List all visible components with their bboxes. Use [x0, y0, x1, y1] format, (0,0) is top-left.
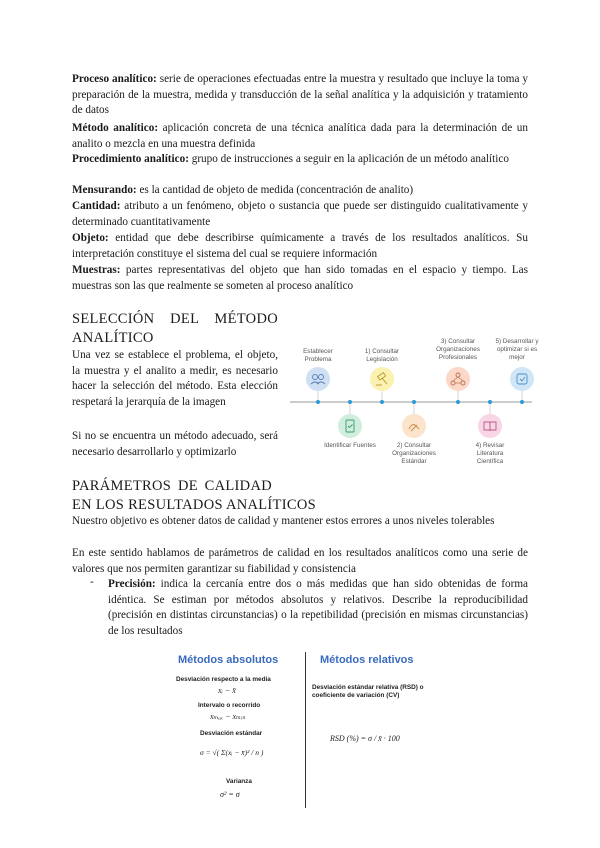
def-text: partes representativas del objeto que han sido tomadas en el espacio y tiempo. Las muestras son las que realmente se someten al proceso analítico	[72, 264, 528, 292]
abs-label-intervalo: Intervalo o recorrido	[198, 702, 261, 709]
parametros-para1: Nuestro objetivo es obtener datos de calidad y mantener estos errores a unos niveles tolerables	[72, 515, 495, 527]
abs-formula-desviacion-estandar: σ = √( Σ(xᵢ − x̄)² / n )	[200, 748, 264, 757]
precision-paragraph	[108, 577, 528, 639]
timeline-label-org-estandar: 2) Consultar Organizaciones Estándar	[392, 442, 436, 465]
def-text: es la cantidad de objeto de medida (concentración de analito)	[136, 184, 414, 196]
parametros-heading-line2: EN LOS RESULTADOS ANALÍTICOS	[72, 497, 316, 513]
timeline-dot	[488, 400, 492, 404]
rel-formula-rsd: RSD (%) = σ / x̄ · 100	[330, 734, 400, 743]
timeline-label-legislacion: 1) Consultar Legislación	[364, 348, 400, 363]
timeline-label-establecer: Establecer Problema	[303, 348, 333, 363]
def-procedimiento	[72, 152, 528, 168]
timeline-dot	[380, 400, 384, 404]
def-objeto	[72, 231, 528, 262]
gavel-icon	[370, 367, 394, 391]
timeline-label-literatura: 4) Revisar Literatura Científica	[475, 442, 505, 465]
parametros-para2: En este sentido hablamos de parámetros de calidad en los resultados analíticos como una serie de valores que nos permiten garantizar su fiabilidad y consistencia	[72, 547, 528, 575]
def-proceso	[72, 72, 528, 119]
checklist-icon	[338, 414, 362, 438]
abs-label-desviacion-media: Desviación respecto a la media	[176, 676, 271, 683]
seleccion-para1: Una vez se establece el problema, el objeto, la muestra y el analito a medir, es necesario hacer la selección del método. Esta elección respetará la jerarquía de la imagen	[72, 349, 278, 408]
book-icon	[478, 414, 502, 438]
parametros-heading-line1: PARÁMETROS DE CALIDAD	[72, 478, 272, 494]
def-term: Cantidad:	[72, 200, 121, 212]
def-term: Procedimiento analítico:	[72, 153, 189, 165]
timeline-label-desarrollar: 5) Desarrollar y optimizar si es mejor	[495, 338, 539, 361]
abs-formula-desviacion-media: xᵢ − x̄	[218, 686, 236, 695]
timeline-dot	[412, 400, 416, 404]
seleccion-heading-line1: SELECCIÓN DEL MÉTODO	[72, 311, 278, 327]
timeline-dot	[520, 400, 524, 404]
timeline-dot	[348, 400, 352, 404]
relativos-title: Métodos relativos	[320, 654, 414, 666]
def-muestras	[72, 263, 528, 294]
timeline-label-identificar: Identificar Fuentes	[324, 442, 376, 449]
def-mensurando	[72, 183, 528, 199]
bullet-dash: -	[90, 576, 94, 588]
def-text: serie de operaciones efectuadas entre la muestra y resultado que incluye la toma y preparación de la muestra, medida y transducción de la señal analítica y la adquisición y tratamiento de datos	[72, 73, 528, 117]
timeline-dot	[316, 400, 320, 404]
optimize-icon	[510, 367, 534, 391]
seleccion-heading-line2: ANALÍTICO	[72, 330, 154, 346]
def-term: Objeto:	[72, 232, 109, 244]
methods-divider	[305, 652, 306, 808]
def-text: aplicación concreta de una técnica analítica dada para la determinación de un analito o mezcla en una muestra definida	[72, 122, 528, 150]
timeline-label-org-profesionales: 3) Consultar Organizaciones Profesionales	[436, 338, 480, 361]
seleccion-para2: Si no se encuentra un método adecuado, será necesario desarrollarlo y optimizarlo	[72, 430, 278, 458]
timeline-dot	[456, 400, 460, 404]
def-text: entidad que debe describirse químicamente a través de los resultados analíticos. Su interpretación constituye el sistema del cual se requiere información	[72, 232, 528, 260]
precision-text: indica la cercanía entre dos o más medidas que han sido obtenidas de forma idéntica. Se estiman por métodos absolutos y relativos. Describe la reproducibilidad (precisión en distintas circunstancias) o la repetibilidad (precisión en mismas circunstancias) de los resultados	[108, 578, 528, 637]
rel-label-rsd: Desviación estándar relativa (RSD) o coeficiente de variación (CV)	[312, 684, 424, 699]
def-term: Mensurando:	[72, 184, 137, 196]
handshake-icon	[402, 414, 426, 438]
def-term: Muestras:	[72, 264, 121, 276]
abs-label-desviacion-estandar: Desviación estándar	[200, 730, 263, 737]
precision-term: Precisión:	[108, 578, 156, 590]
def-term: Proceso analítico:	[72, 73, 157, 85]
abs-label-varianza: Varianza	[226, 778, 252, 785]
abs-formula-varianza: σ² = σ	[220, 790, 240, 799]
def-metodo	[72, 121, 528, 152]
abs-formula-intervalo: xₘₐₓ − xₘᵢₙ	[210, 712, 246, 721]
network-icon	[446, 367, 470, 391]
absolutos-title: Métodos absolutos	[178, 654, 279, 666]
precision-methods-figure	[170, 650, 450, 810]
method-selection-timeline	[286, 334, 539, 474]
def-cantidad	[72, 199, 528, 230]
def-term: Método analítico:	[72, 122, 159, 134]
def-text: atributo a un fenómeno, objeto o sustancia que puede ser distinguido cualitativamente y determinado cuantitativamente	[72, 200, 528, 228]
people-icon	[306, 367, 330, 391]
def-text: grupo de instrucciones a seguir en la aplicación de un método analítico	[188, 153, 509, 165]
